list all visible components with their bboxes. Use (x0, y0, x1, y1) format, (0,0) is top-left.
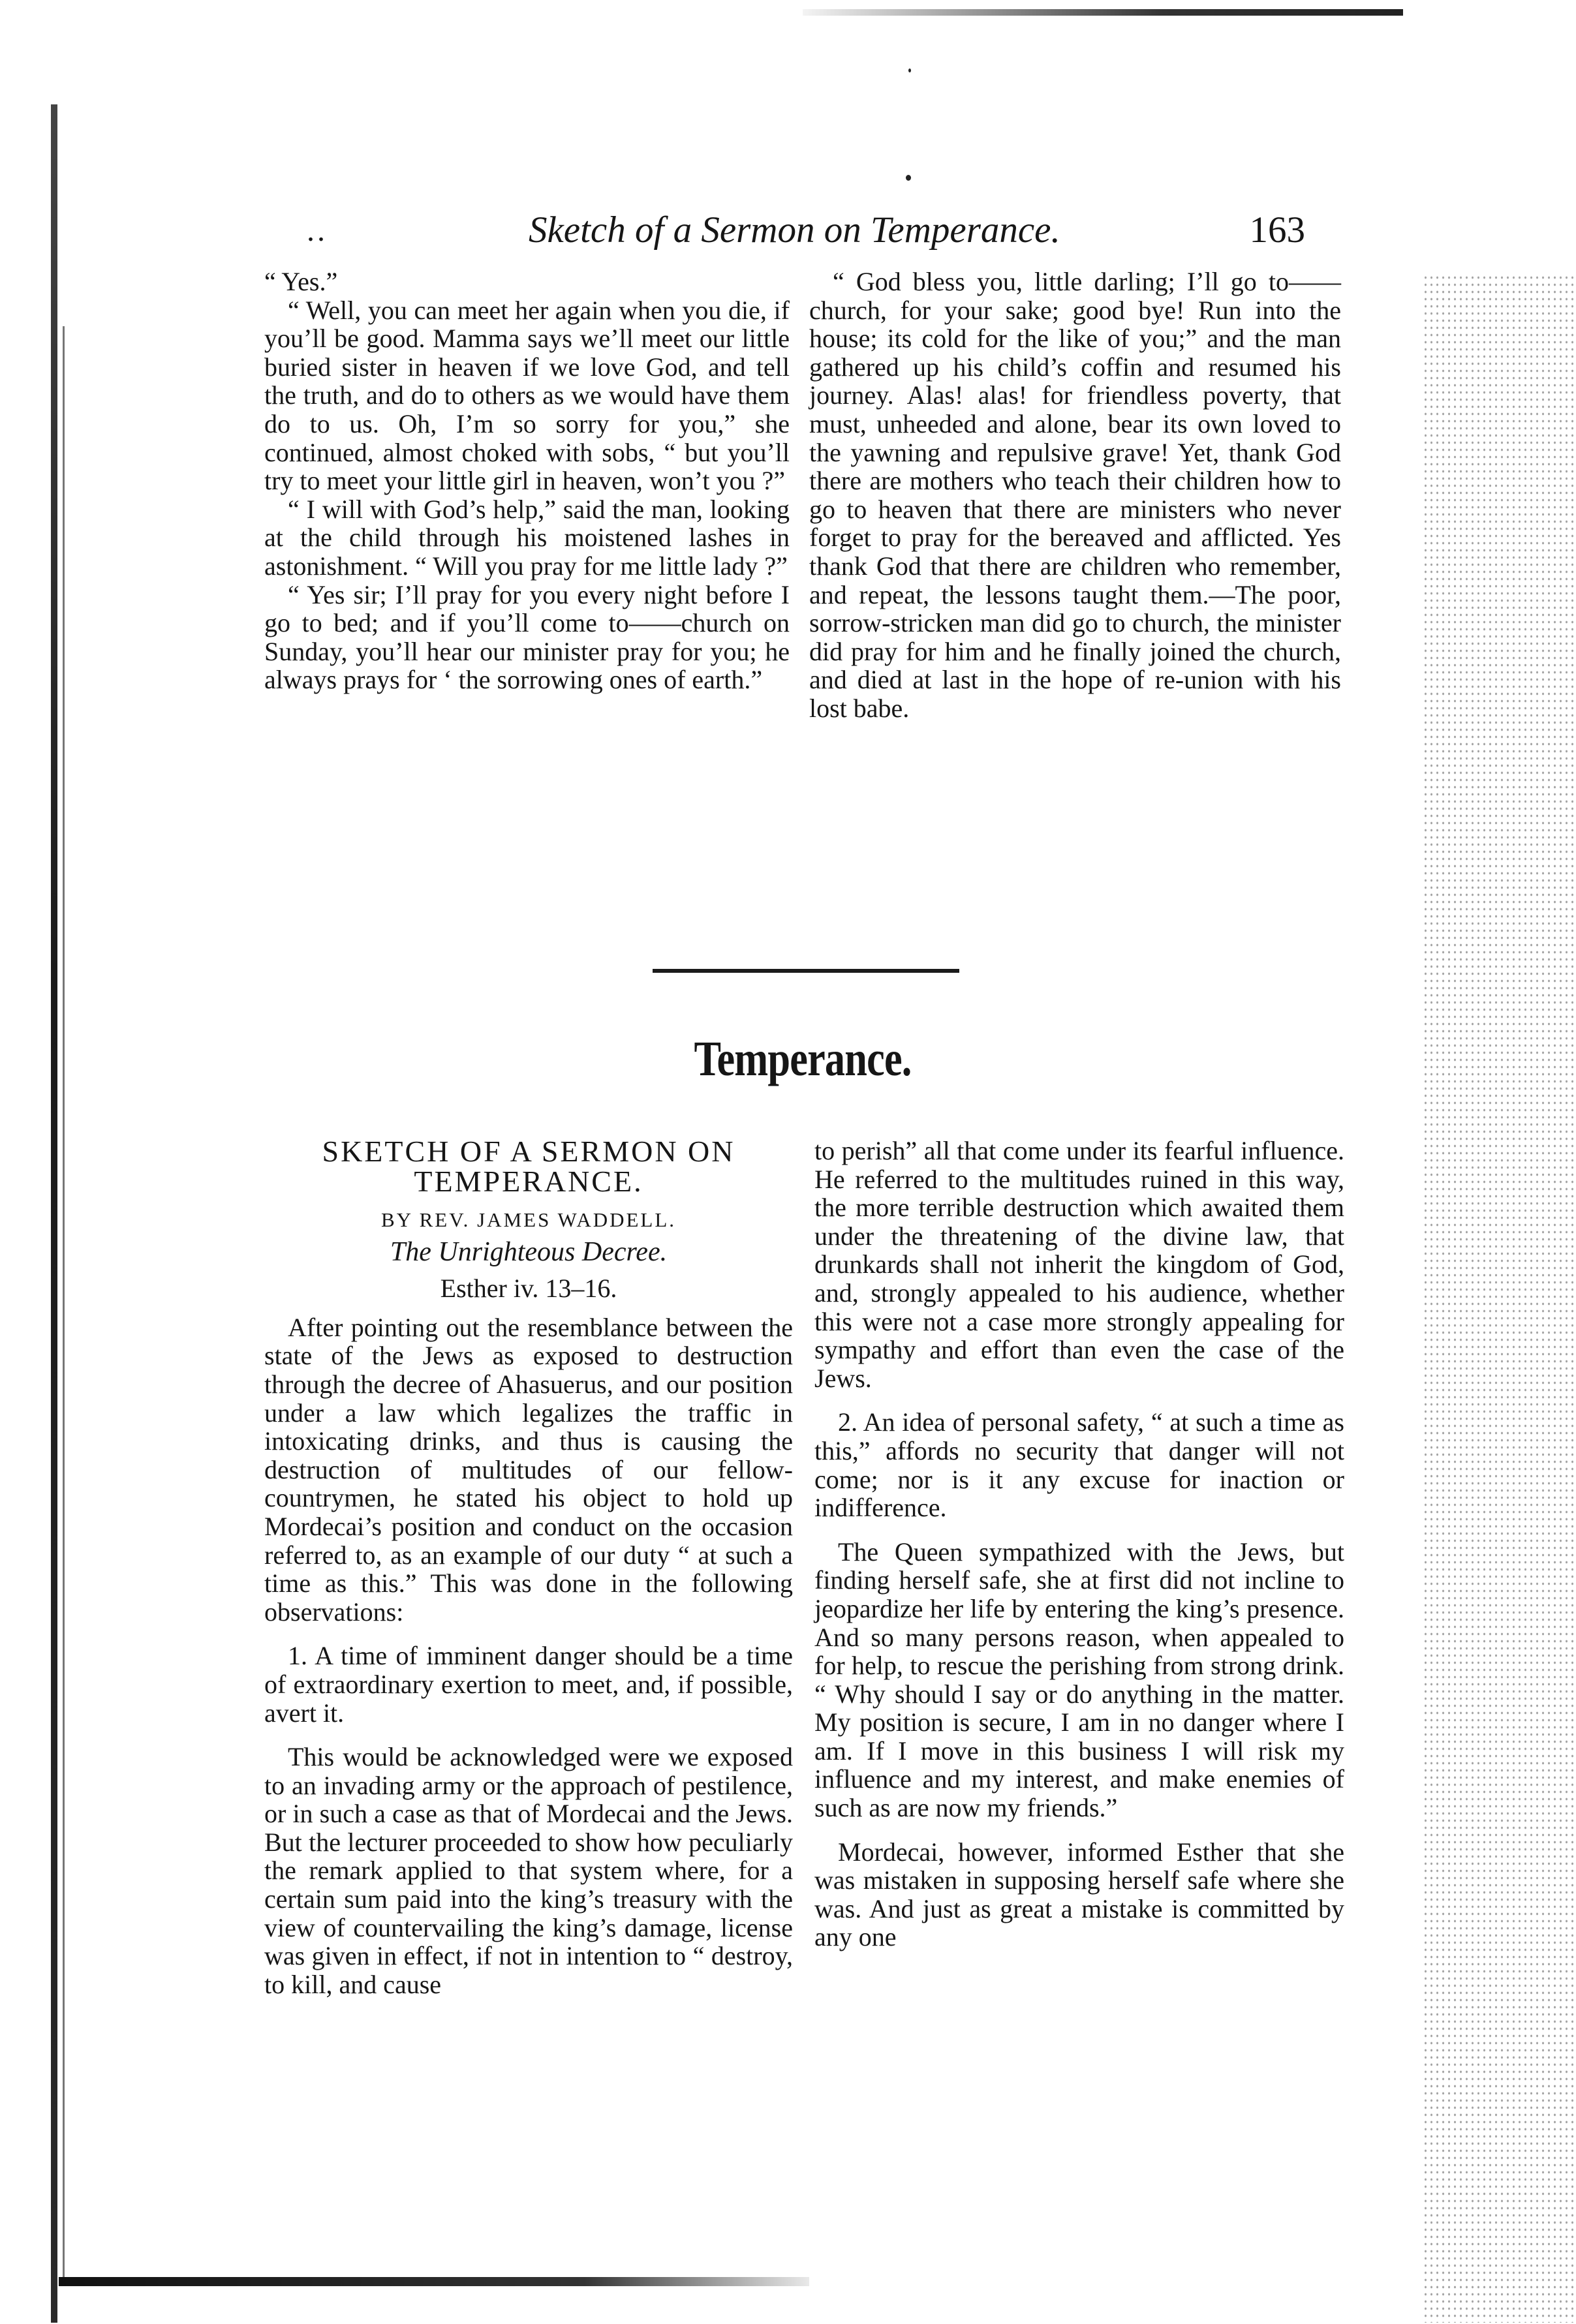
page-number: 163 (1249, 209, 1305, 251)
column-top-right (809, 268, 1341, 723)
paragraph: 2. An idea of personal safety, “ at such a time as this,” affords no security that danger will not come; nor is it any excuse for inaction or indifference. (814, 1407, 1344, 1523)
scan-edge-top (803, 9, 1403, 16)
column-top-left (264, 268, 790, 694)
paragraph: “ Well, you can meet her again when you die, if you’ll be good. Mamma says we’ll meet our little buried sister in heaven if we love God, and tell the truth, and do to others as we would have them do to us. Oh, I’m so sorry for you,” she continued, almost choked with sobs, “ but you’ll try to meet your little girl in heaven, won’t you ?” (264, 295, 790, 496)
article-title: SKETCH OF A SERMON ON TEMPERANCE. (322, 1135, 735, 1198)
paragraph: “ Yes sir; I’ll pray for you every night before I go to bed; and if you’ll come to——church on Sunday, you’ll hear our minister pray for you; he always prays for ‘ the sorrowing ones of earth.” (264, 579, 790, 695)
paragraph: to perish” all that come under its fearful influence. He referred to the multitudes ruined in this way, the more terrible destruction which awaited them under the threatening of the divine law, that drunkards shall not inherit the kingdom of God, and, strongly appealed to his audience, whether this were not a case more strongly appealing for sympathy and effort than even the case of the Jews. (814, 1136, 1344, 1393)
paragraph: After pointing out the resemblance between the state of the Jews as exposed to destruction through the decree of Ahasuerus, and our position under a law which legalizes the traffic in intoxicating drinks, and thus is causing the destruction of multitudes of our fellow-countrymen, he stated his object to hold up Mordecai’s position and conduct on the occasion referred to, as an example of our duty “ at such a time as this.” This was done in the following observations: (264, 1312, 793, 1627)
paragraph: This would be acknowledged were we exposed to an invading army or the approach of pestilence, or in such a case as that of Mordecai and the Jews. But the lecturer proceeded to show how peculiarly the remark applied to that system where, for a certain sum paid into the king’s treasury with the view of countervailing the king’s damage, license was given in effect, if not in intention to “ destroy, to kill, and cause (264, 1742, 793, 1999)
section-heading: Temperance. (694, 1032, 912, 1086)
scripture-reference: Esther iv. 13–16. (440, 1274, 617, 1304)
running-head-title: Sketch of a Sermon on Temperance. (529, 209, 1060, 251)
paragraph: Mordecai, however, informed Esther that she was mistaken in supposing herself safe where she was. And just as great a mistake is committed by any one (814, 1837, 1344, 1952)
running-head-dots: .. (307, 213, 328, 248)
article-byline: BY REV. JAMES WADDELL. (380, 1208, 677, 1231)
scan-noise-right (1423, 274, 1576, 2323)
paragraph: The Queen sympathized with the Jews, but finding herself safe, she at first did not incline to jeopardize her life by entering the king’s presence. And so many persons reason, when appealed to for help, to rescue the perishing from strong drink. “ Why should I say or do anything in the matter. My position is secure, I am in no danger where I am. If I move in this business I will risk my influence and my interest, and make enemies of such as are now my friends.” (814, 1537, 1344, 1823)
paragraph: “ Yes.” (264, 267, 338, 296)
section-divider (653, 969, 959, 973)
paragraph: 1. A time of imminent danger should be a time of extraordinary exertion to meet, and, if possible, avert it. (264, 1641, 793, 1728)
running-head (307, 209, 1305, 254)
paragraph: “ God bless you, little darling; I’ll go to——church, for your sake; good bye! Run into the house; its cold for the like of you;” and the man gathered up his child’s coffin and resumed his journey. Alas! alas! for friendless poverty, that must, unheeded and alone, bear its own loved to the yawning and repulsive grave! Yet, thank God there are mothers who teach their children how to go to heaven that there are ministers who never forget to pray for the bereaved and afflicted. Yes thank God that there are children who remember, and repeat, the lessons taught them.—The poor, sorrow-stricken man did go to church, the minister did pray for him and he finally joined the church, and died at last in the hope of re-union with his lost babe. (809, 267, 1341, 723)
paragraph: “ I will with God’s help,” said the man, looking at the child through his moistened lashes in astonishment. “ Will you pray for me little lady ?” (264, 494, 790, 581)
column-bottom-left (264, 1137, 793, 1998)
scan-speck (908, 69, 911, 72)
article-subtitle: The Unrighteous Decree. (390, 1236, 668, 1267)
scan-edge-left-inner (63, 326, 65, 2284)
scan-edge-bottom (59, 2277, 809, 2286)
column-bottom-right (814, 1137, 1344, 1951)
scan-edge-left (51, 104, 57, 2323)
scan-speck (906, 175, 911, 181)
